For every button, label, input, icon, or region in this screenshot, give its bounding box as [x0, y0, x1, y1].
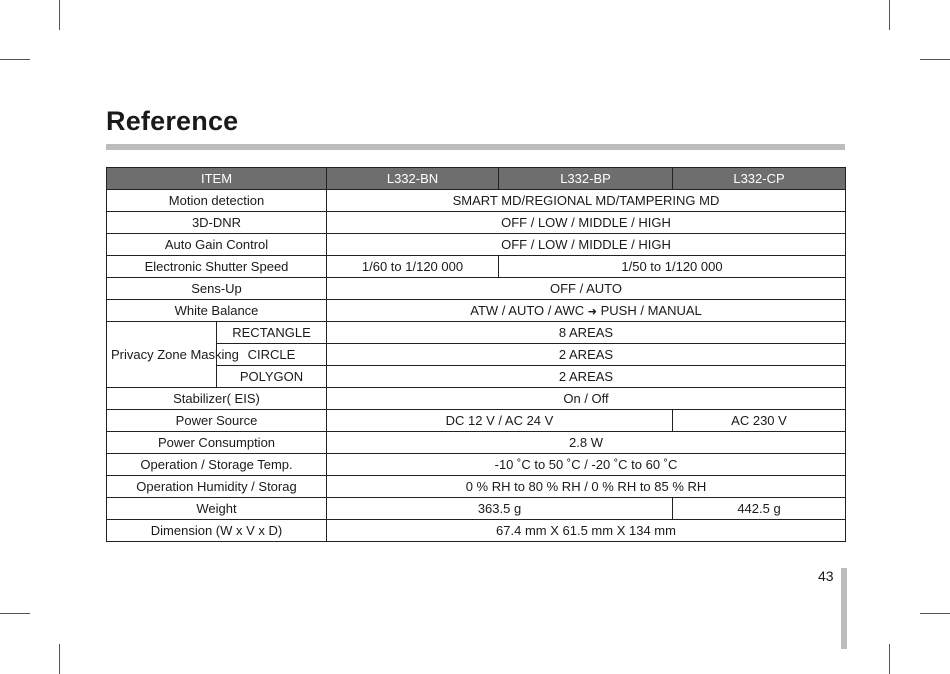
- row-value: OFF / LOW / MIDDLE / HIGH: [327, 212, 846, 234]
- table-row: [107, 234, 846, 256]
- row-value: 67.4 mm X 61.5 mm X 134 mm: [327, 520, 846, 542]
- row-value-bp-cp: 1/50 to 1/120 000: [499, 256, 846, 278]
- table-row: [107, 388, 846, 410]
- table-row: [107, 498, 846, 520]
- row-value-cp: 442.5 g: [673, 498, 846, 520]
- table-row: [107, 300, 846, 322]
- row-label: Operation / Storage Temp.: [107, 454, 327, 476]
- header-l332-bp: L332-BP: [499, 168, 673, 190]
- table-row: [107, 520, 846, 542]
- row-value: OFF / AUTO: [327, 278, 846, 300]
- header-l332-cp: L332-CP: [673, 168, 846, 190]
- page-number-bar: [841, 568, 847, 649]
- row-value-cp: AC 230 V: [673, 410, 846, 432]
- title-underline: [106, 144, 845, 150]
- sub-label: CIRCLE: [217, 344, 327, 366]
- row-label: Motion detection: [107, 190, 327, 212]
- crop-mark: [920, 613, 950, 614]
- sub-label: POLYGON: [217, 366, 327, 388]
- crop-mark: [0, 613, 30, 614]
- table-row: [107, 476, 846, 498]
- table-row: [107, 278, 846, 300]
- row-value: 2 AREAS: [327, 344, 846, 366]
- crop-mark: [889, 0, 890, 30]
- row-value-bn: 1/60 to 1/120 000: [327, 256, 499, 278]
- row-label: Dimension (W x V x D): [107, 520, 327, 542]
- table-row: [107, 256, 846, 278]
- page-number: 43: [818, 568, 834, 584]
- row-value-bn-bp: DC 12 V / AC 24 V: [327, 410, 673, 432]
- sub-label: RECTANGLE: [217, 322, 327, 344]
- row-label-privacy: Privacy Zone Masking: [107, 322, 217, 388]
- table-row: [107, 190, 846, 212]
- row-label: Power Consumption: [107, 432, 327, 454]
- row-label: Sens-Up: [107, 278, 327, 300]
- row-value: 2.8 W: [327, 432, 846, 454]
- crop-mark: [920, 59, 950, 60]
- row-value: SMART MD/REGIONAL MD/TAMPERING MD: [327, 190, 846, 212]
- table-header-row: [107, 168, 846, 190]
- row-label: White Balance: [107, 300, 327, 322]
- row-value: 0 % RH to 80 % RH / 0 % RH to 85 % RH: [327, 476, 846, 498]
- row-value: 2 AREAS: [327, 366, 846, 388]
- crop-mark: [889, 644, 890, 674]
- row-value-bn-bp: 363.5 g: [327, 498, 673, 520]
- crop-mark: [0, 59, 30, 60]
- row-label: Weight: [107, 498, 327, 520]
- row-value: [327, 300, 846, 322]
- header-item: ITEM: [107, 168, 327, 190]
- table-row: [107, 212, 846, 234]
- table-row: [107, 410, 846, 432]
- table-row: [107, 322, 846, 344]
- row-label: Auto Gain Control: [107, 234, 327, 256]
- row-label: Operation Humidity / Storag: [107, 476, 327, 498]
- table-row: [107, 454, 846, 476]
- row-value: -10 ˚C to 50 ˚C / -20 ˚C to 60 ˚C: [327, 454, 846, 476]
- row-value: OFF / LOW / MIDDLE / HIGH: [327, 234, 846, 256]
- arrow-right-icon: ➜: [587, 306, 597, 318]
- crop-mark: [59, 0, 60, 30]
- page-title: Reference: [106, 106, 239, 136]
- row-label: 3D-DNR: [107, 212, 327, 234]
- row-value: On / Off: [327, 388, 846, 410]
- row-value: 8 AREAS: [327, 322, 846, 344]
- row-label: Stabilizer( EIS): [107, 388, 327, 410]
- header-l332-bn: L332-BN: [327, 168, 499, 190]
- row-label: Electronic Shutter Speed: [107, 256, 327, 278]
- crop-mark: [59, 644, 60, 674]
- spec-table: [106, 167, 846, 542]
- table-row: [107, 432, 846, 454]
- white-balance-modes: ATW / AUTO / AWC: [470, 303, 585, 318]
- table-row: [107, 366, 846, 388]
- row-label: Power Source: [107, 410, 327, 432]
- white-balance-push-modes: PUSH / MANUAL: [600, 303, 702, 318]
